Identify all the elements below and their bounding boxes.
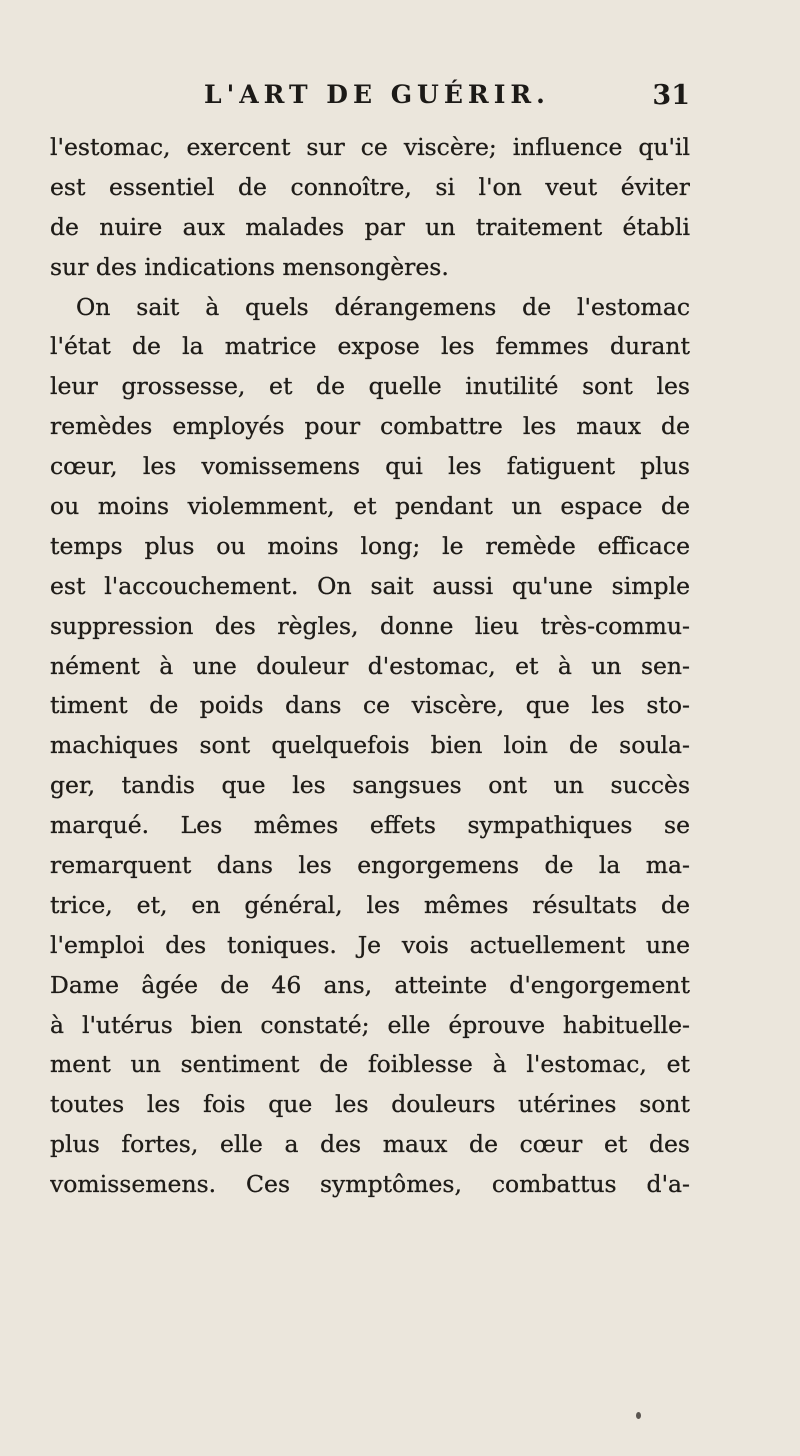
text-line: cœur, les vomissemens qui les fatiguent plus xyxy=(50,452,690,481)
text-line: sur des indications mensongères. xyxy=(50,252,449,281)
text-line: de nuire aux malades par un traitement établi xyxy=(50,212,690,241)
text-line: Dame âgée de 46 ans, atteinte d'engorgement xyxy=(50,970,690,999)
text-line: suppression des règles, donne lieu très-commu- xyxy=(50,611,690,640)
text-line: temps plus ou moins long; le remède efficace xyxy=(50,531,690,560)
text-line: l'emploi des toniques. Je vois actuellement une xyxy=(50,930,690,959)
body-text xyxy=(50,128,690,1205)
text-line: leur grossesse, et de quelle inutilité sont les xyxy=(50,372,690,401)
text-line: est l'accouchement. On sait aussi qu'une simple xyxy=(50,571,690,600)
text-line: trice, et, en général, les mêmes résultats de xyxy=(50,890,690,919)
text-line: à l'utérus bien constaté; elle éprouve habituelle- xyxy=(50,1010,690,1039)
text-line: marqué. Les mêmes effets sympathiques se xyxy=(50,811,690,840)
text-line: ger, tandis que les sangsues ont un succès xyxy=(50,771,690,800)
ink-speck xyxy=(636,1412,641,1419)
text-line: plus fortes, elle a des maux de cœur et des xyxy=(50,1130,690,1159)
running-title: L'ART DE GUÉRIR. xyxy=(204,80,550,109)
text-line: ou moins violemment, et pendant un espace de xyxy=(50,492,690,521)
text-line: On sait à quels dérangemens de l'estomac xyxy=(76,292,690,321)
text-line: timent de poids dans ce viscère, que les sto- xyxy=(50,691,690,720)
page-header xyxy=(100,80,690,120)
text-line: machiques sont quelquefois bien loin de soula- xyxy=(50,731,690,760)
text-line: ment un sentiment de foiblesse à l'estomac, et xyxy=(50,1050,690,1079)
text-line: l'état de la matrice expose les femmes durant xyxy=(50,332,690,361)
page-number: 31 xyxy=(652,80,690,111)
text-line: remèdes employés pour combattre les maux de xyxy=(50,412,690,441)
text-line: l'estomac, exercent sur ce viscère; influence qu'il xyxy=(50,133,690,161)
text-line: est essentiel de connoître, si l'on veut éviter xyxy=(50,172,690,201)
text-line: remarquent dans les engorgemens de la ma- xyxy=(50,851,690,880)
text-line: vomissemens. Ces symptômes, combattus d'a- xyxy=(50,1170,690,1199)
text-line: toutes les fois que les douleurs utérines sont xyxy=(50,1090,690,1119)
text-line: nément à une douleur d'estomac, et à un sen- xyxy=(50,651,690,680)
